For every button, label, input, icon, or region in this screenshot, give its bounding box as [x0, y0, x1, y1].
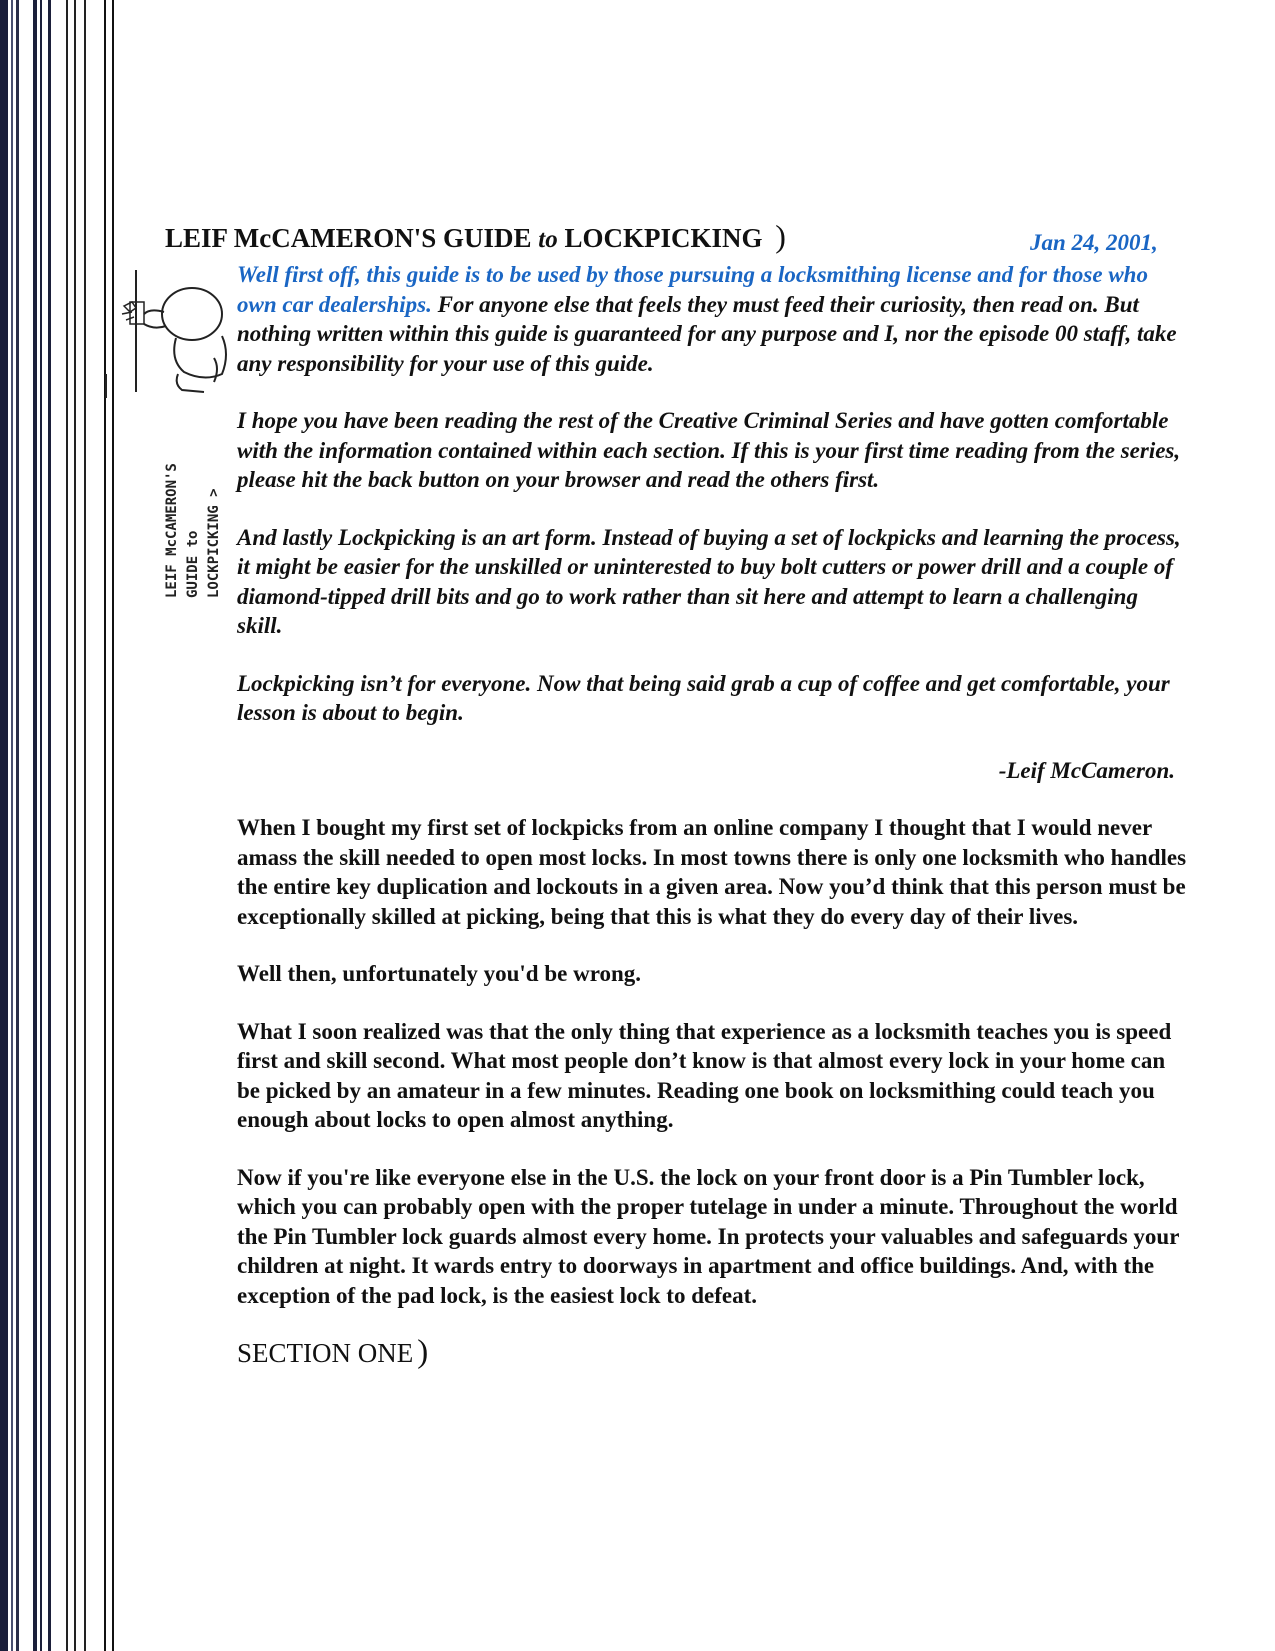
signature: -Leif McCameron. — [998, 757, 1175, 783]
main-paragraph-1: When I bought my first set of lockpicks from an online company I thought that I would never amass the skill needed to open most locks. In most towns there is only one locksmith who handles the entire key duplication and lockouts in a given area. Now you’d think that this person must be exceptionally skilled at picking, being that this is what they do every day of their lives. — [237, 815, 1187, 929]
title-part2: LOCKPICKING — [564, 223, 763, 253]
intro-paragraph-1 — [237, 260, 1187, 378]
vertical-line3: LOCKPICKING > — [206, 488, 222, 598]
section-title: SECTION ONE — [237, 1338, 414, 1368]
title-to: to — [538, 226, 558, 253]
page-title — [165, 218, 786, 255]
main-paragraph-3: What I soon realized was that the only thing that experience as a locksmith teaches you is speed first and skill second. What most people don’t know is that almost every lock in your home can be picked by an amateur in a few minutes. Reading one book on locksmithing could teach you enough about locks to open almost anything. — [237, 1018, 1172, 1132]
vertical-line2: GUIDE to — [185, 530, 201, 598]
vertical-line1: LEIF McCAMERON'S — [164, 463, 180, 598]
intro-paragraph-2: I hope you have been reading the rest of the Creative Criminal Series and have gotten comfortable with the information contained within each section. If this is your first time reading from the series, please hit the back button on your browser and read the others first. — [237, 408, 1181, 492]
section-heading — [237, 1334, 1187, 1370]
intro-blue-text: Well first off, this guide is to be used by those pursuing a locksmithing license and for those who own car dealerships. — [237, 262, 1148, 317]
intro-paragraph-4: Lockpicking isn’t for everyone. Now that being said grab a cup of coffee and get comfortable, your lesson is about to begin. — [237, 670, 1170, 725]
intro-rest-text: For anyone else that feels they must feed their curiosity, then read on. But nothing written within this guide is guaranteed for any purpose and I, nor the episode 00 staff, take any responsibility for your use of this guide. — [237, 291, 1177, 376]
section-paren: ) — [417, 1334, 429, 1370]
main-paragraph-4: Now if you're like everyone else in the U.S. the lock on your front door is a Pin Tumbler lock, which you can probably open with the proper tutelage in under a minute. Throughout the world the Pin Tumbler lock guards almost every home. In protects your valuables and safeguards your children at night. It wards entry to doorways in apartment and office buildings. And, with the exception of the pad lock, is the easiest lock to defeat. — [237, 1164, 1180, 1308]
lockpicker-figure-icon — [104, 262, 234, 402]
title-part1: LEIF McCAMERON'S GUIDE — [165, 223, 532, 253]
date-label: Jan 24, 2001, — [1030, 230, 1158, 255]
article-body — [237, 260, 1187, 1369]
title-paren: ) — [775, 218, 786, 254]
main-paragraph-2: Well then, unfortunately you'd be wrong. — [237, 961, 642, 986]
decorative-border-lines — [0, 0, 130, 1651]
intro-paragraph-3: And lastly Lockpicking is an art form. Instead of buying a set of lockpicks and learning the process, it might be easier for the unskilled or uninterested to buy bolt cutters or power drill and a couple of diamond-tipped drill bits and go to work rather than sit here and attempt to learn a challenging skill. — [237, 524, 1181, 638]
vertical-side-caption — [162, 428, 222, 598]
